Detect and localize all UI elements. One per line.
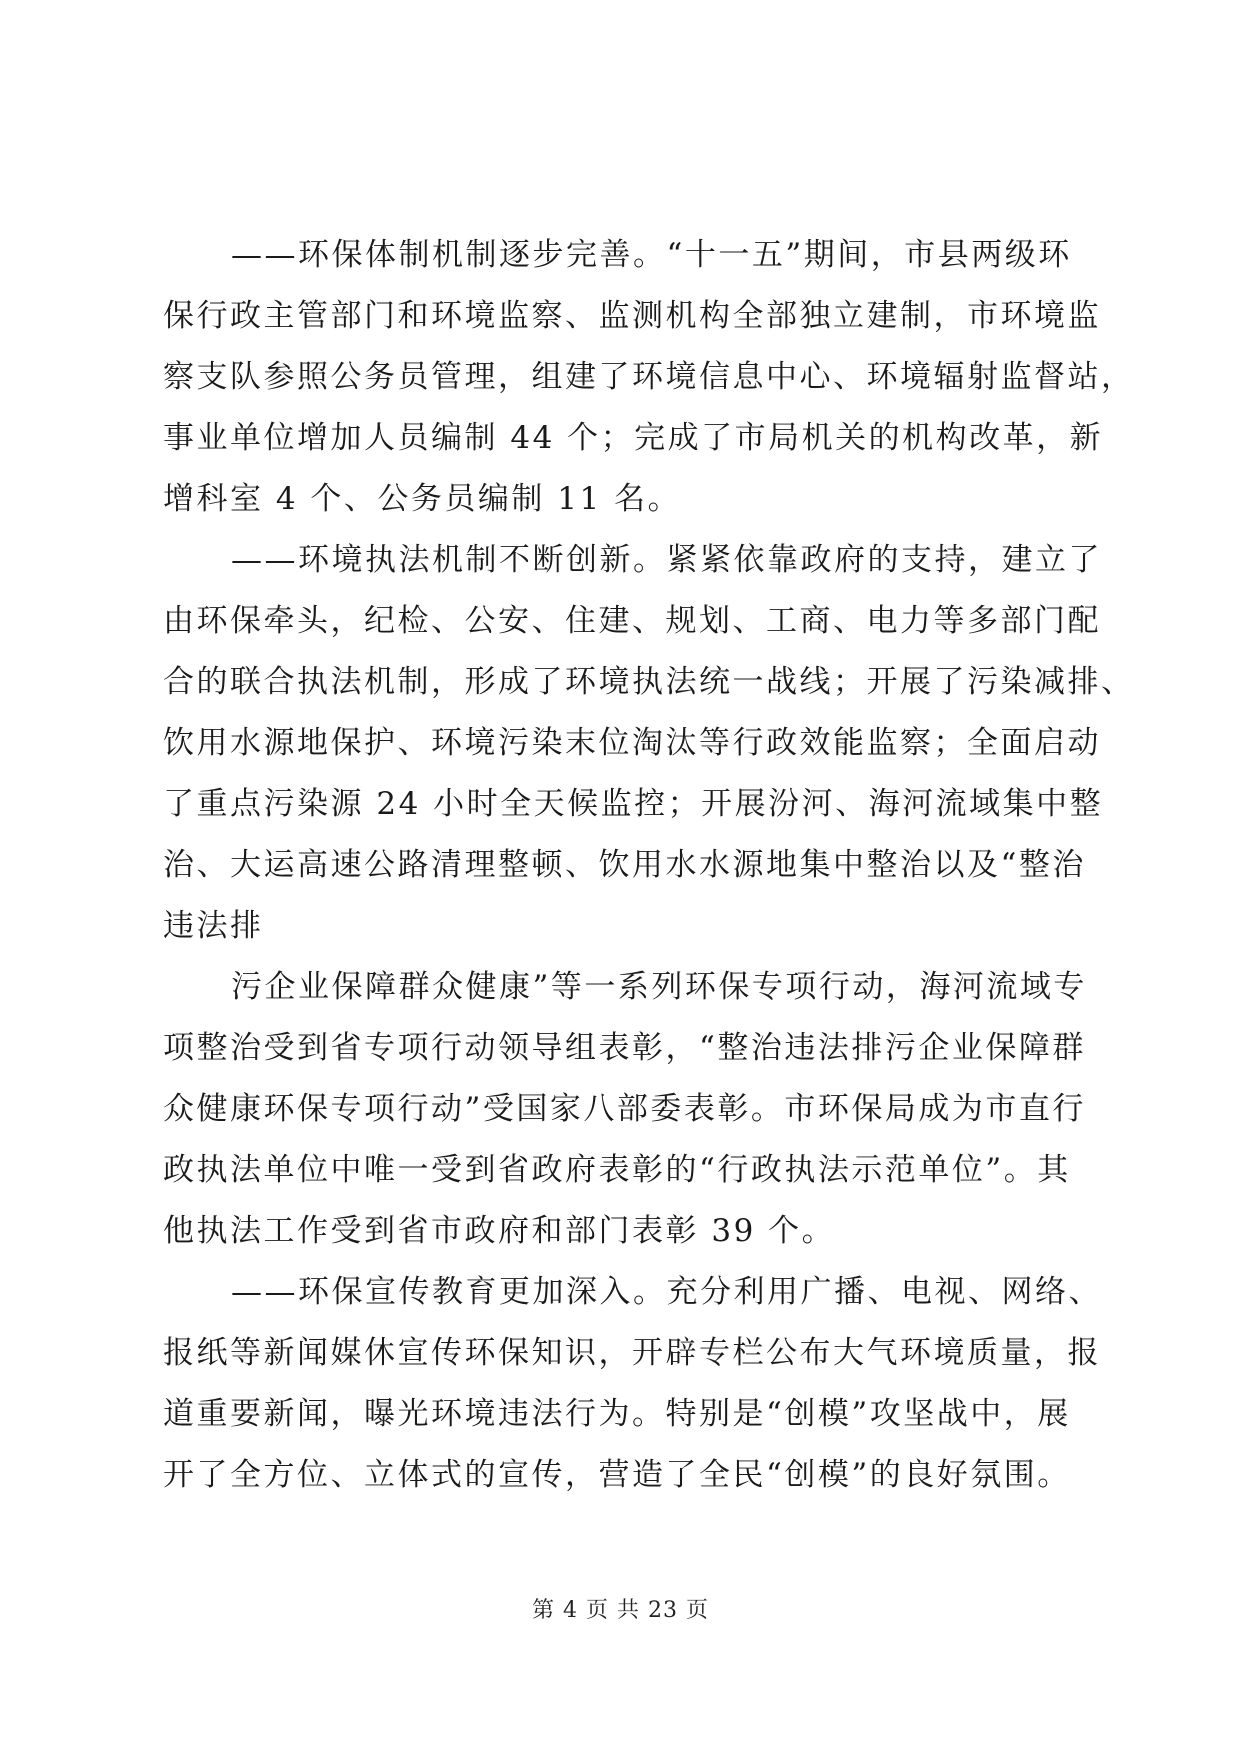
text-line: 他执法工作受到省市政府和部门表彰 39 个。 [163,1213,836,1249]
text-line: 察支队参照公务员管理，组建了环境信息中心、环境辐射监督站， [163,359,1135,395]
text-line: 道重要新闻，曝光环境违法行为。特别是“创模”攻坚战中，展 [163,1396,1071,1432]
text-line: 污企业保障群众健康”等一系列环保专项行动，海河流域专 [231,969,1087,1005]
text-line: 项整治受到省专项行动领导组表彰，“整治违法排污企业保障群 [163,1030,1086,1066]
page-number-label: 第 4 页 共 23 页 [532,1598,709,1623]
text-line: 众健康环保专项行动”受国家八部委表彰。市环保局成为市直行 [163,1091,1086,1127]
body-text [163,225,1135,1506]
text-line: 饮用水源地保护、环境污染末位淘汰等行政效能监察；全面启动 [163,725,1101,761]
text-line: 开了全方位、立体式的宣传，营造了全民“创模”的良好氛围。 [163,1457,1071,1493]
text-line: 治、大运高速公路清理整顿、饮用水水源地集中整治以及“整治 [163,847,1086,883]
text-line: 政执法单位中唯一受到省政府表彰的“行政执法示范单位”。其 [163,1152,1071,1188]
text-line: 报纸等新闻媒休宣传环保知识，开辟专栏公布大气环境质量，报 [163,1335,1101,1371]
text-line: 保行政主管部门和环境监察、监测机构全部独立建制，市环境监 [163,298,1101,334]
text-line: ——环保体制机制逐步完善。“十一五”期间，市县两级环 [231,237,1072,273]
text-line: ——环境执法机制不断创新。紧紧依靠政府的支持，建立了 [231,542,1102,578]
text-line: ——环保宣传教育更加深入。充分利用广播、电视、网络、 [231,1274,1102,1310]
text-line: 由环保牵头，纪检、公安、住建、规划、工商、电力等多部门配 [163,603,1101,639]
page-footer [0,1593,1241,1624]
text-line: 合的联合执法机制，形成了环境执法统一战线；开展了污染减排、 [163,664,1135,700]
text-line: 事业单位增加人员编制 44 个；完成了市局机关的机构改革，新 [163,420,1104,456]
text-line: 了重点污染源 24 小时全天候监控；开展汾河、海河流域集中整 [163,786,1104,822]
text-line: 增科室 4 个、公务员编制 11 名。 [163,481,682,517]
text-line: 违法排 [163,908,264,944]
